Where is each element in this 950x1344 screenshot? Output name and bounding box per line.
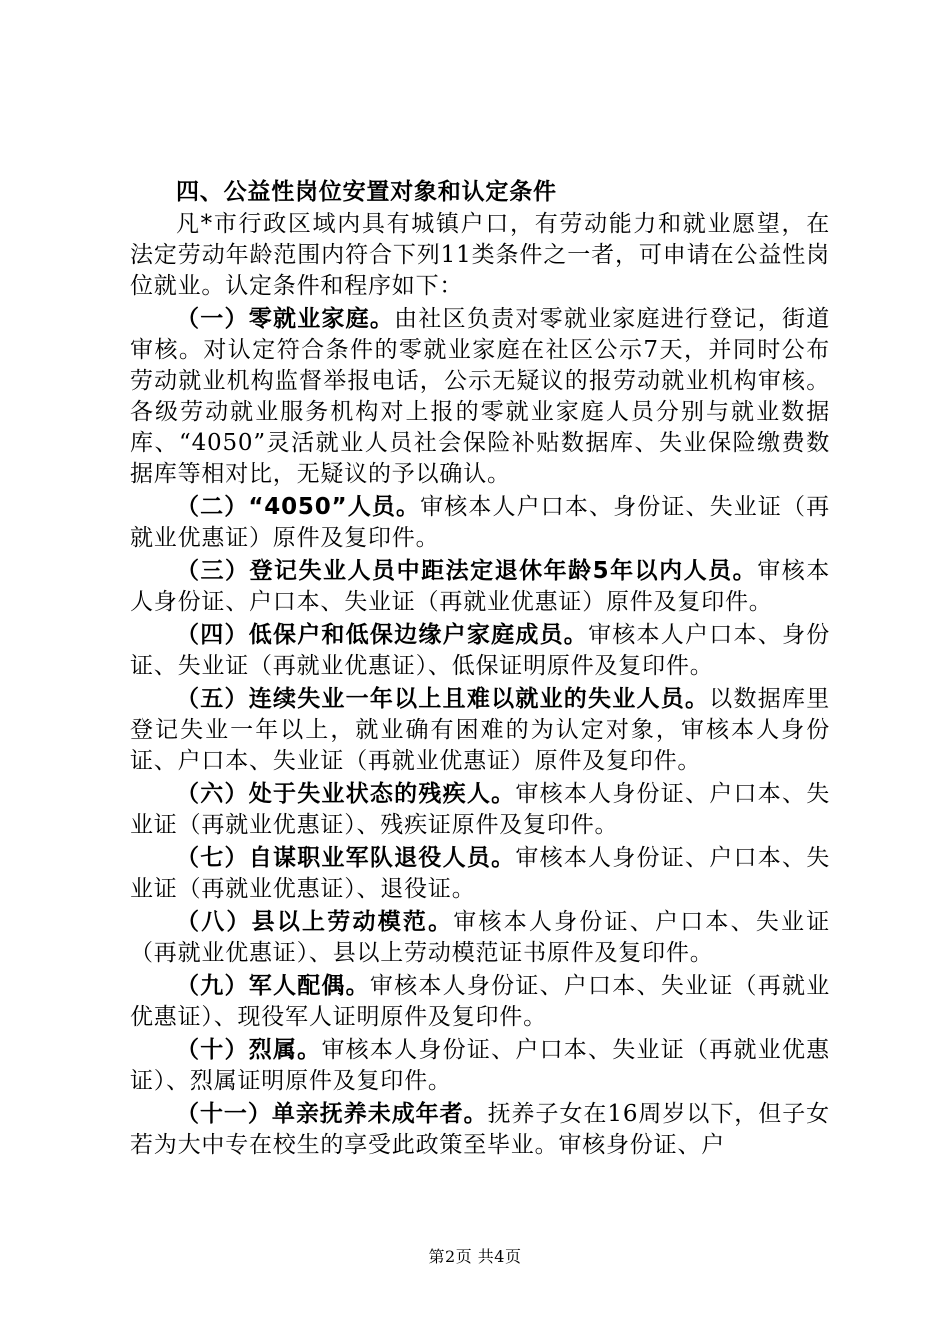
item-body: 审核本人户口本、身份证、失业证（再就业优惠证）原件及复印件。 [130, 494, 830, 551]
document-body [130, 177, 830, 1163]
item-paragraph-1 [130, 304, 830, 490]
item-title: （五）连续失业一年以上且难以就业的失业人员。 [176, 686, 710, 712]
item-body: 审核本人身份证、户口本、失业证（再就业优惠证）、退役证。 [130, 845, 831, 902]
item-paragraph-6 [130, 779, 830, 841]
item-body: 审核本人身份证、户口本、失业证（再就业优惠证）原件及复印件。 [130, 558, 831, 615]
item-title: （十一）单亲抚养未成年者。 [176, 1101, 488, 1127]
item-title: （八）县以上劳动模范。 [176, 909, 454, 935]
item-body: 审核本人身份证、户口本、失业证（再就业优惠证）、现役军人证明原件及复印件。 [130, 973, 830, 1030]
item-title: （九）军人配偶。 [176, 973, 370, 999]
item-paragraph-4 [130, 620, 830, 682]
item-title: （三）登记失业人员中距法定退休年龄5年以内人员。 [176, 558, 758, 584]
item-body: 审核本人户口本、身份证、失业证（再就业优惠证）、低保证明原件及复印件。 [130, 622, 831, 679]
item-paragraph-11 [130, 1099, 830, 1161]
item-title: （四）低保户和低保边缘户家庭成员。 [176, 622, 589, 648]
item-paragraph-10 [130, 1035, 830, 1097]
item-body: 审核本人身份证、户口本、失业证（再就业优惠证）、残疾证原件及复印件。 [130, 781, 831, 838]
item-body: 审核本人身份证、户口本、失业证（再就业优惠证）、县以上劳动模范证书原件及复印件。 [130, 909, 831, 966]
item-title: （十）烈属。 [176, 1037, 322, 1063]
item-paragraph-7 [130, 843, 830, 905]
section-heading: 四、公益性岗位安置对象和认定条件 [176, 179, 557, 205]
item-title: （二）“4050”人员。 [176, 494, 421, 520]
item-body: 由社区负责对零就业家庭进行登记，街道审核。对认定符合条件的零就业家庭在社区公示7天，并同时公布劳动就业机构监督举报电话，公示无疑议的报劳动就业机构审核。各级劳动就业服务机构对上报的零就业家庭人员分别与就业数据库、“4050”灵活就业人员社会保险补贴数据库、失业保险缴费数据库等相对比，无疑议的予以确认。 [130, 306, 831, 487]
item-title: （七）自谋职业军队退役人员。 [176, 845, 516, 871]
item-body: 抚养子女在16周岁以下，但子女若为大中专在校生的享受此政策至毕业。审核身份证、户 [130, 1101, 830, 1158]
item-title: （一）零就业家庭。 [176, 306, 395, 332]
item-title: （六）处于失业状态的残疾人。 [176, 781, 516, 807]
item-body: 审核本人身份证、户口本、失业证（再就业优惠证）、烈属证明原件及复印件。 [130, 1037, 830, 1094]
page-number-footer: 第2页 共4页 [428, 1247, 522, 1266]
item-paragraph-8 [130, 907, 830, 969]
intro-paragraph: 凡*市行政区域内具有城镇户口，有劳动能力和就业愿望，在法定劳动年龄范围内符合下列11类条件之一者，可申请在公益性岗位就业。认定条件和程序如下： [130, 211, 830, 299]
item-paragraph-2 [130, 492, 830, 554]
item-body: 以数据库里登记失业一年以上，就业确有困难的为认定对象，审核本人身份证、户口本、失业证（再就业优惠证）原件及复印件。 [130, 686, 831, 774]
item-paragraph-3 [130, 556, 830, 618]
item-paragraph-9 [130, 971, 830, 1033]
item-paragraph-5 [130, 684, 830, 777]
